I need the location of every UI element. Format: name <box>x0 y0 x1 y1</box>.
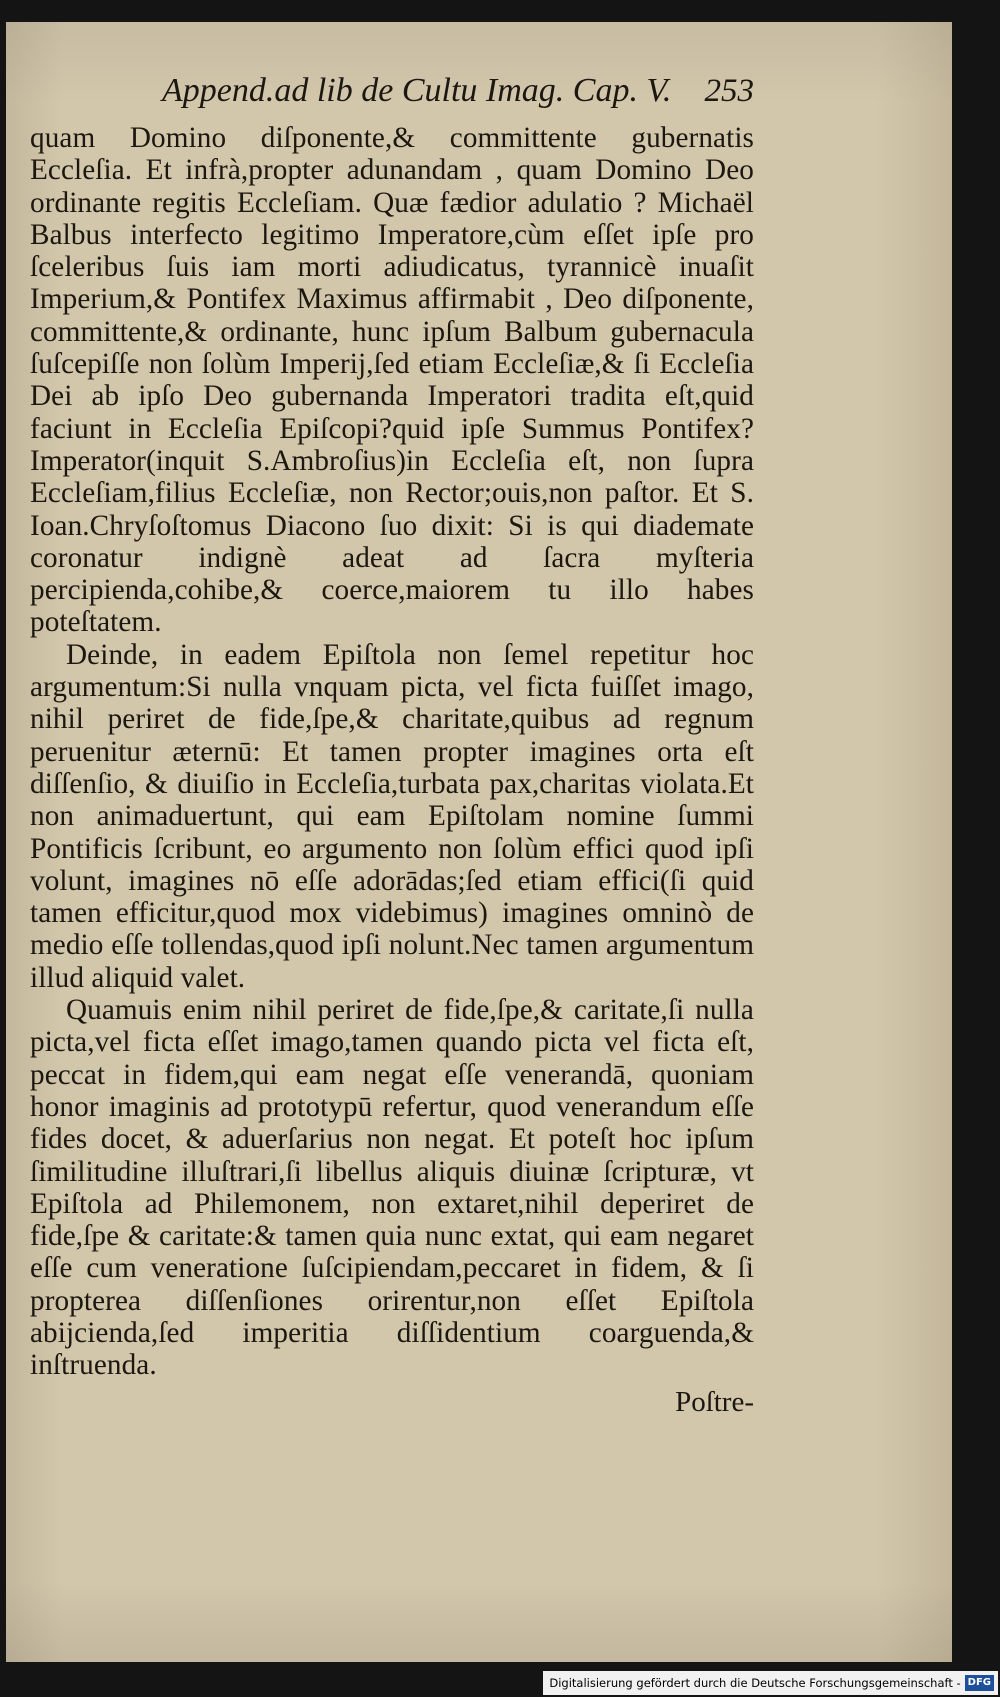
running-header <box>30 74 754 108</box>
page-number: 253 <box>704 73 754 109</box>
paragraph-continued: quam Domino diſponente,& committente gubernatis Eccleſia. Et infrà,propter adunandam , quam Domino Deo ordinante regitis Eccleſiam. Quæ fædior adulatio ? Michaël Balbus interfecto legitimo Imperatore,cùm eſſet ipſe pro ſceleribus ſuis iam morti adiudicatus, tyrannicè inuaſit Imperium,& Pontifex Maximus affirmabit , Deo diſponente, committente,& ordinante, hunc ipſum Balbum gubernacula ſuſcepiſſe non ſolùm Imperij,ſed etiam Eccleſiæ,& ſi Eccleſia Dei ab ipſo Deo gubernanda Imperatori tradita eſt,quid faciunt in Eccleſia Epiſcopi?quid ipſe Summus Pontifex?Imperator(inquit S.Ambroſius)in Eccleſia eſt, non ſupra Eccleſiam,filius Eccleſiæ, non Rector;ouis,non paſtor. Et S. Ioan.Chryſoſtomus Diacono ſuo dixit: Si is qui diademate coronatur indignè adeat ad ſacra myſteria percipienda,cohibe,& coerce,maiorem tu illo habes poteſtatem. <box>30 122 754 639</box>
paragraph: Deinde, in eadem Epiſtola non ſemel repetitur hoc argumentum:Si nulla vnquam picta, vel ficta fuiſſet imago, nihil periret de fide,ſpe,& charitate,quibus ad regnum peruenitur æternū: Et tamen propter imagines orta eſt diſſenſio, & diuiſio in Eccleſia,turbata pax,charitas violata.Et non animaduertunt, qui eam Epiſtolam nomine ſummi Pontificis ſcribunt, eo argumento non ſolùm effici quod ipſi volunt, imagines nō eſſe adorādas;ſed etiam effici(ſi quid tamen efficitur,quod mox videbimus) imagines omninò de medio eſſe tollendas,quod ipſi nolunt.Nec tamen argumentum illud aliquid valet. <box>30 638 754 994</box>
digitization-credit <box>543 1671 998 1695</box>
running-title: Append.ad lib de Cultu Imag. Cap. V. <box>162 72 672 109</box>
book-page <box>6 22 952 1662</box>
body-text <box>30 122 754 1382</box>
text-block <box>30 74 754 1418</box>
catchword: Poſtre- <box>675 1385 754 1418</box>
paragraph: Quamuis enim nihil periret de fide,ſpe,& caritate,ſi nulla picta,vel ficta eſſet imago,tamen quando picta vel ficta eſt, peccat in fidem,qui eam negat eſſe venerandā, quoniam honor imaginis ad prototypū refertur, quod venerandum eſſe fides docet, & aduerſarius non negat. Et poteſt hoc ipſum ſimilitudine illuſtrari,ſi libellus aliquis diuinæ ſcripturæ, vt Epiſtola ad Philemonem, non extaret,nihil deperiret de fide,ſpe & caritate:& tamen quia nunc extat, qui eam negaret eſſe cum veneratione ſuſcipiendam,peccaret in fidem, & ſi propterea diſſenſiones orirentur,non eſſet Epiſtola abijcienda,ſed imperitia diſſidentium coarguenda,& inſtruenda. <box>30 994 754 1382</box>
dfg-logo: DFG <box>965 1675 994 1691</box>
credit-text: Digitalisierung gefördert durch die Deutsche Forschungsgemeinschaft - <box>549 1676 961 1690</box>
